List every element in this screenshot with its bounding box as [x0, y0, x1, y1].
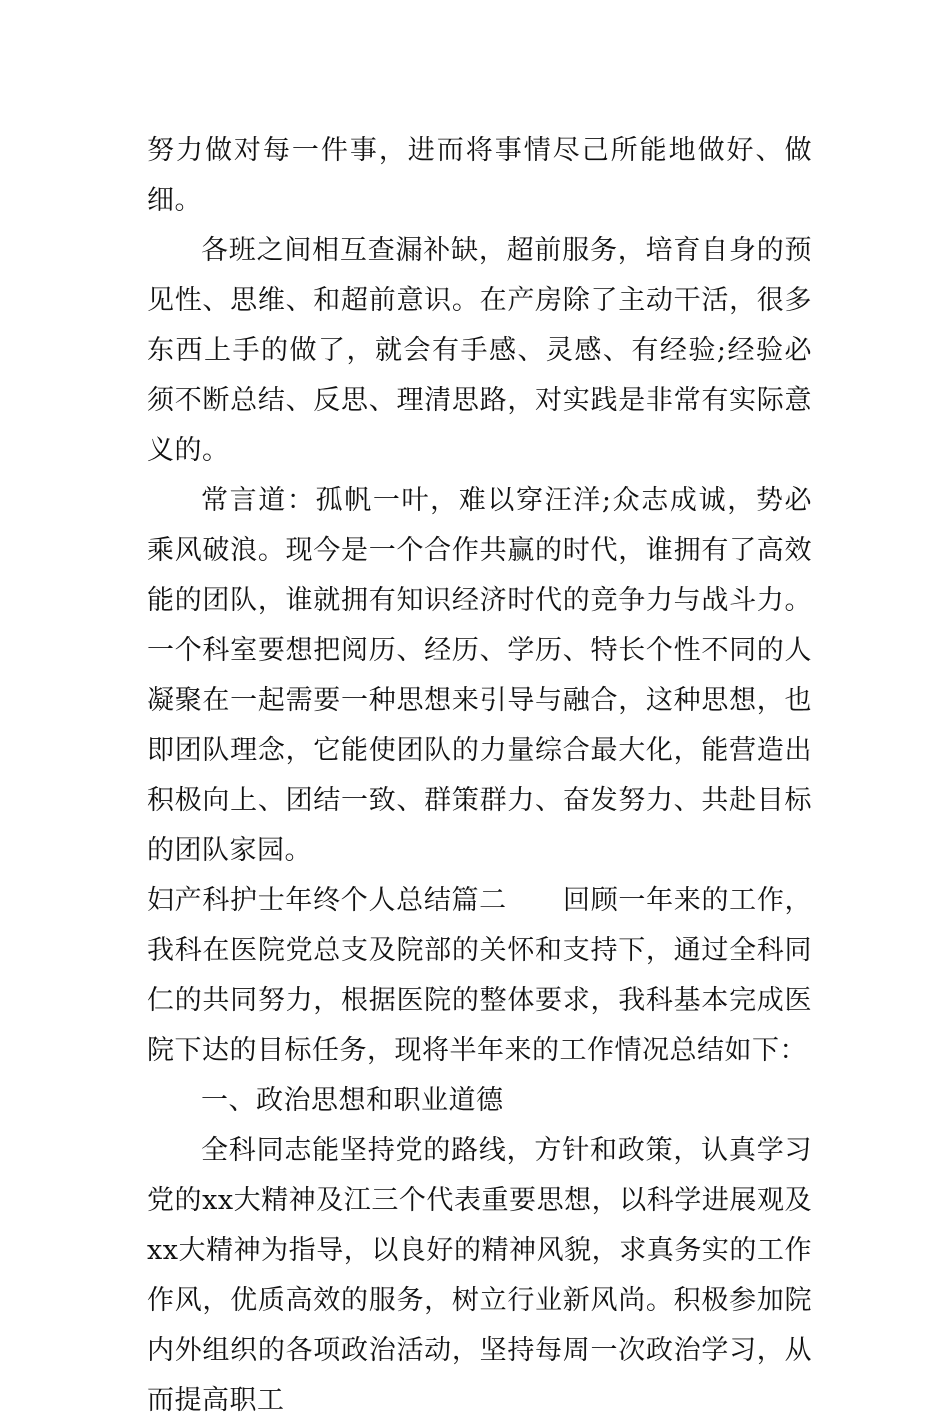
- paragraph-3: 常言道：孤帆一叶，难以穿汪洋;众志成诚，势必乘风破浪。现今是一个合作共赢的时代，谁拥有了高效能的团队，谁就拥有知识经济时代的竞争力与战斗力。一个科室要想把阅历、经历、学历、特长个性不同的人凝聚在一起需要一种思想来引导与融合，这种思想，也即团队理念，它能使团队的力量综合最大化，能营造出积极向上、团结一致、群策群力、奋发努力、共赴目标的团队家园。: [147, 485, 812, 866]
- paragraph-2: 各班之间相互查漏补缺，超前服务，培育自身的预见性、思维、和超前意识。在产房除了主动干活，很多东西上手的做了，就会有手感、灵感、有经验;经验必须不断总结、反思、理清思路，对实践是非常有实际意义的。: [147, 235, 812, 466]
- section-two-paragraph: [147, 876, 812, 1076]
- section-intro: 回顾一年来的工作，我科在医院党总支及院部的关怀和支持下，通过全科同仁的共同努力，根据医院的整体要求，我科基本完成医院下达的目标任务，现将半年来的工作情况总结如下：: [147, 885, 813, 1066]
- paragraph-1: 努力做对每一件事，进而将事情尽己所能地做好、做细。: [147, 135, 812, 216]
- paragraph-politics: 全科同志能坚持党的路线，方针和政策，认真学习党的xx大精神及江三个代表重要思想，以科学进展观及xx大精神为指导，以良好的精神风貌，求真务实的工作作风，优质高效的服务，树立行业新风尚。积极参加院内外组织的各项政治活动，坚持每周一次政治学习，从而提高职工: [147, 1135, 812, 1416]
- subheading: 一、政治思想和职业道德: [201, 1085, 504, 1116]
- section-heading: 妇产科护士年终个人总结篇二: [147, 885, 507, 916]
- document-body: [147, 126, 812, 1426]
